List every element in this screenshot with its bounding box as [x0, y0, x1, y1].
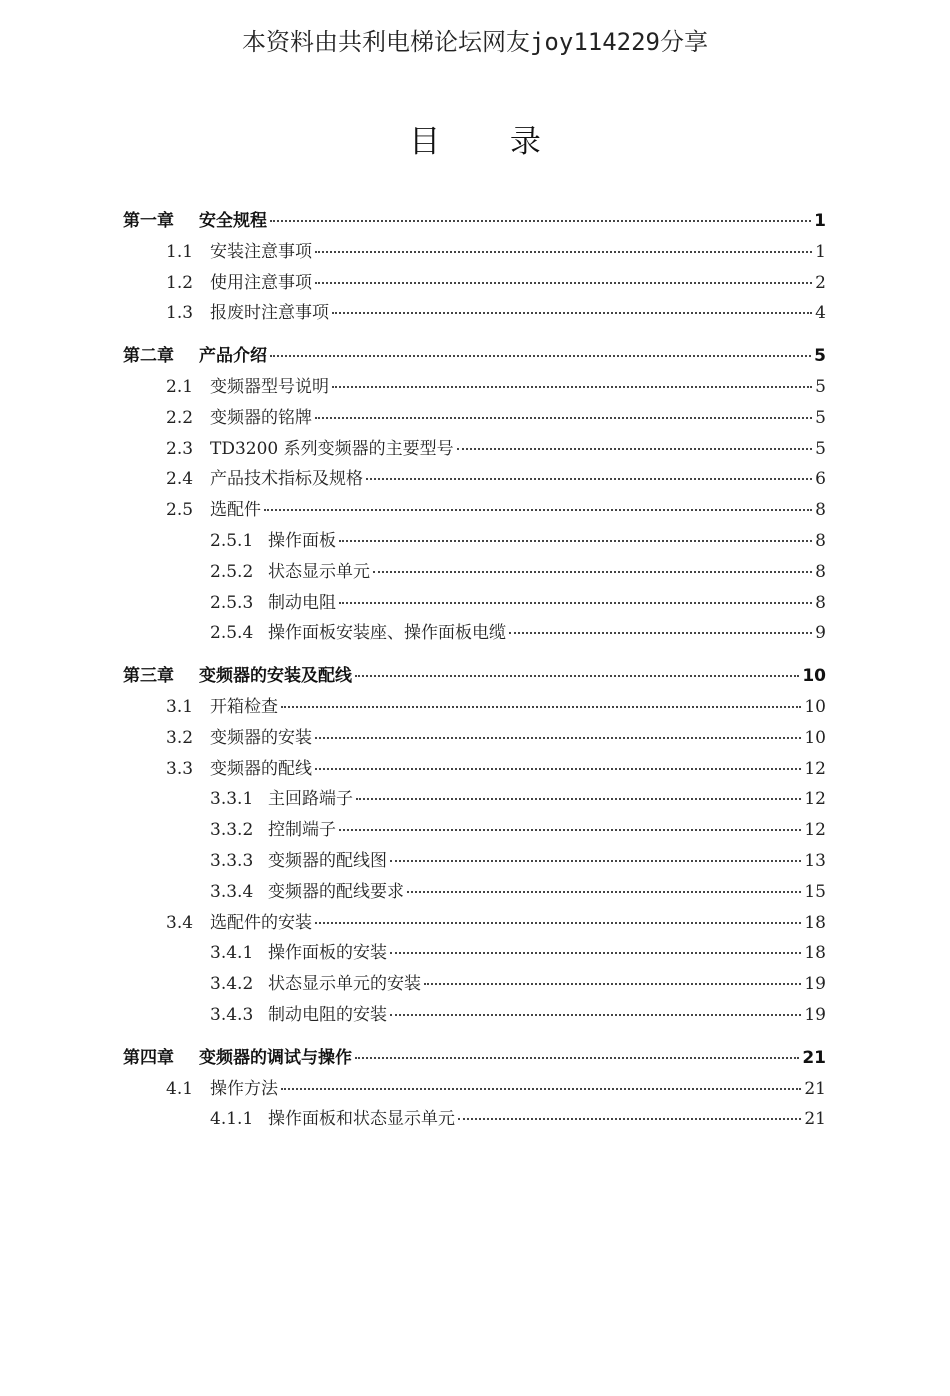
- toc-entry-number: 3.2: [166, 727, 194, 748]
- toc-leader-dots: [366, 478, 812, 480]
- toc-entry-number: 第四章: [123, 1047, 174, 1068]
- toc-page-number: 12: [804, 789, 826, 810]
- toc-page-number: 18: [804, 912, 826, 933]
- toc-entry-title: 制动电阻的安装: [268, 1004, 387, 1025]
- toc-page-number: 19: [804, 1004, 826, 1025]
- toc-section-entry[interactable]: [123, 1074, 826, 1105]
- toc-page-number: 6: [815, 469, 826, 490]
- toc-entry-number: 2.5.3: [210, 592, 254, 613]
- page-title: 目 录: [409, 124, 571, 160]
- toc-section-entry[interactable]: [123, 908, 826, 939]
- toc-leader-dots: [390, 952, 801, 954]
- toc-entry-title: 变频器的安装: [210, 727, 312, 748]
- toc-leader-dots: [315, 922, 801, 924]
- toc-chapter-entry[interactable]: [123, 1043, 826, 1074]
- toc-page-number: 2: [815, 272, 826, 293]
- toc-leader-dots: [264, 509, 812, 511]
- toc-leader-dots: [281, 1088, 801, 1090]
- toc-entry-title: 控制端子: [268, 820, 336, 841]
- toc-entry-number: 第二章: [123, 346, 174, 367]
- toc-leader-dots: [281, 706, 801, 708]
- toc-entry-number: 2.2: [166, 407, 194, 428]
- toc-leader-dots: [315, 768, 801, 770]
- toc-entry-number: 2.4: [166, 469, 194, 490]
- toc-page-number: 10: [802, 666, 826, 687]
- toc-entry-number: 3.3.3: [210, 850, 254, 871]
- toc-section-entry[interactable]: [123, 268, 826, 299]
- toc-entry-title: 使用注意事项: [210, 272, 312, 293]
- toc-leader-dots: [315, 251, 812, 253]
- toc-entry-title: 操作面板和状态显示单元: [268, 1109, 455, 1130]
- toc-entry-title: 变频器的配线图: [268, 850, 387, 871]
- toc-entry-title: 开箱检查: [210, 696, 278, 717]
- toc-leader-dots: [315, 282, 812, 284]
- toc-leader-dots: [390, 860, 801, 862]
- toc-entry-number: 2.5.2: [210, 561, 254, 582]
- toc-section-entry[interactable]: [123, 372, 826, 403]
- toc-entry-number: 3.4.1: [210, 943, 254, 964]
- toc-leader-dots: [424, 983, 801, 985]
- toc-leader-dots: [458, 1118, 801, 1120]
- toc-entry-title: TD3200 系列变频器的主要型号: [210, 438, 454, 459]
- toc-entry-number: 4.1.1: [210, 1109, 254, 1130]
- toc-page-number: 1: [815, 241, 826, 262]
- toc-entry-number: 1.3: [166, 303, 194, 324]
- toc-page-number: 19: [804, 974, 826, 995]
- watermark-text: 本资料由共利电梯论坛网友joy114229分享: [241, 28, 709, 56]
- toc-page-number: 12: [804, 820, 826, 841]
- toc-subsection-entry[interactable]: [123, 846, 826, 877]
- toc-entry-number: 2.1: [166, 376, 194, 397]
- toc-page-number: 15: [804, 881, 826, 902]
- toc-subsection-entry[interactable]: [123, 618, 826, 649]
- toc-page-number: 12: [804, 758, 826, 779]
- toc-section-entry[interactable]: [123, 754, 826, 785]
- toc-entry-number: 3.3: [166, 758, 194, 779]
- toc-leader-dots: [339, 540, 812, 542]
- toc-leader-dots: [509, 632, 812, 634]
- toc-entry-number: 3.4: [166, 912, 194, 933]
- toc-entry-title: 选配件的安装: [210, 912, 312, 933]
- toc-page-number: 5: [815, 407, 826, 428]
- toc-chapter-entry[interactable]: [123, 661, 826, 692]
- toc-leader-dots: [270, 355, 811, 357]
- toc-entry-number: 3.4.3: [210, 1004, 254, 1025]
- toc-page-number: 5: [815, 376, 826, 397]
- toc-leader-dots: [373, 571, 812, 573]
- toc-leader-dots: [355, 675, 799, 677]
- toc-entry-title: 变频器的配线要求: [268, 881, 404, 902]
- toc-leader-dots: [332, 386, 812, 388]
- toc-subsection-entry[interactable]: [123, 815, 826, 846]
- toc-page-number: 10: [804, 727, 826, 748]
- toc-entry-number: 第一章: [123, 211, 174, 231]
- toc-entry-title: 产品技术指标及规格: [210, 469, 363, 490]
- toc-entry-title: 报废时注意事项: [210, 303, 329, 324]
- toc-subsection-entry[interactable]: [123, 526, 826, 557]
- toc-entry-title: 主回路端子: [268, 789, 353, 810]
- toc-entry-title: 变频器的铭牌: [210, 407, 312, 428]
- toc-entry-number: 2.5: [166, 500, 194, 521]
- toc-entry-number: 3.3.4: [210, 881, 254, 902]
- toc-leader-dots: [270, 220, 811, 222]
- toc-entry-title: 变频器的配线: [210, 758, 312, 779]
- toc-entry-number: 1.1: [166, 241, 194, 262]
- toc-leader-dots: [339, 829, 801, 831]
- toc-entry-number: 2.3: [166, 438, 194, 459]
- toc-page-number: 18: [804, 943, 826, 964]
- toc-page-number: 13: [804, 850, 826, 871]
- toc-entry-title: 变频器型号说明: [210, 376, 329, 397]
- toc-entry-number: 3.3.2: [210, 820, 254, 841]
- toc-page-number: 10: [804, 696, 826, 717]
- toc-chapter-entry[interactable]: [123, 206, 826, 237]
- toc-page-number: 9: [815, 623, 826, 644]
- toc-page-number: 21: [802, 1047, 826, 1068]
- toc-leader-dots: [457, 448, 813, 450]
- toc-entry-number: 第三章: [123, 666, 174, 687]
- toc-section-entry[interactable]: [123, 495, 826, 526]
- toc-entry-title: 操作方法: [210, 1078, 278, 1099]
- toc-page-number: 1: [814, 211, 826, 231]
- toc-leader-dots: [315, 417, 812, 419]
- toc-section-entry[interactable]: [123, 434, 826, 465]
- toc-page-number: 21: [804, 1078, 826, 1099]
- toc-entry-number: 2.5.1: [210, 530, 254, 551]
- toc-leader-dots: [332, 312, 812, 314]
- toc-entry-number: 2.5.4: [210, 623, 254, 644]
- toc-entry-number: 1.2: [166, 272, 194, 293]
- toc-entry-title: 操作面板: [268, 530, 336, 551]
- toc-entry-title: 变频器的安装及配线: [199, 666, 352, 687]
- toc-page-number: 8: [815, 500, 826, 521]
- toc-section-entry[interactable]: [123, 403, 826, 434]
- toc-subsection-entry[interactable]: [123, 557, 826, 588]
- toc-entry-title: 状态显示单元的安装: [268, 974, 421, 995]
- toc-entry-title: 产品介绍: [199, 346, 267, 367]
- toc-subsection-entry[interactable]: [123, 1104, 826, 1135]
- toc-subsection-entry[interactable]: [123, 877, 826, 908]
- toc-entry-number: 3.4.2: [210, 974, 254, 995]
- toc-entry-number: 4.1: [166, 1078, 194, 1099]
- toc-entry-title: 安装注意事项: [210, 241, 312, 262]
- toc-section-entry[interactable]: [123, 464, 826, 495]
- toc-entry-title: 操作面板安装座、操作面板电缆: [268, 623, 506, 644]
- toc-page-number: 8: [815, 592, 826, 613]
- toc-subsection-entry[interactable]: [123, 1000, 826, 1031]
- toc-entry-title: 操作面板的安装: [268, 943, 387, 964]
- toc-entry-number: 3.1: [166, 696, 194, 717]
- table-of-contents: [123, 206, 826, 1135]
- toc-subsection-entry[interactable]: [123, 969, 826, 1000]
- toc-entry-title: 变频器的调试与操作: [199, 1047, 352, 1068]
- toc-page-number: 5: [814, 346, 826, 367]
- toc-entry-title: 制动电阻: [268, 592, 336, 613]
- toc-section-entry[interactable]: [123, 692, 826, 723]
- toc-entry-title: 选配件: [210, 500, 261, 521]
- toc-leader-dots: [356, 798, 801, 800]
- toc-page-number: 4: [815, 303, 826, 324]
- toc-leader-dots: [390, 1014, 801, 1016]
- toc-subsection-entry[interactable]: [123, 938, 826, 969]
- toc-entry-title: 安全规程: [199, 211, 267, 231]
- toc-subsection-entry[interactable]: [123, 784, 826, 815]
- toc-chapter-entry[interactable]: [123, 341, 826, 372]
- toc-section-entry[interactable]: [123, 723, 826, 754]
- toc-entry-title: 状态显示单元: [268, 561, 370, 582]
- toc-leader-dots: [315, 737, 801, 739]
- toc-leader-dots: [339, 602, 812, 604]
- toc-page-number: 8: [815, 561, 826, 582]
- toc-page-number: 8: [815, 530, 826, 551]
- toc-page-number: 5: [815, 438, 826, 459]
- toc-section-entry[interactable]: [123, 298, 826, 329]
- toc-section-entry[interactable]: [123, 237, 826, 268]
- toc-leader-dots: [407, 891, 801, 893]
- toc-subsection-entry[interactable]: [123, 588, 826, 619]
- toc-page-number: 21: [804, 1109, 826, 1130]
- toc-entry-number: 3.3.1: [210, 789, 254, 810]
- toc-leader-dots: [355, 1057, 799, 1059]
